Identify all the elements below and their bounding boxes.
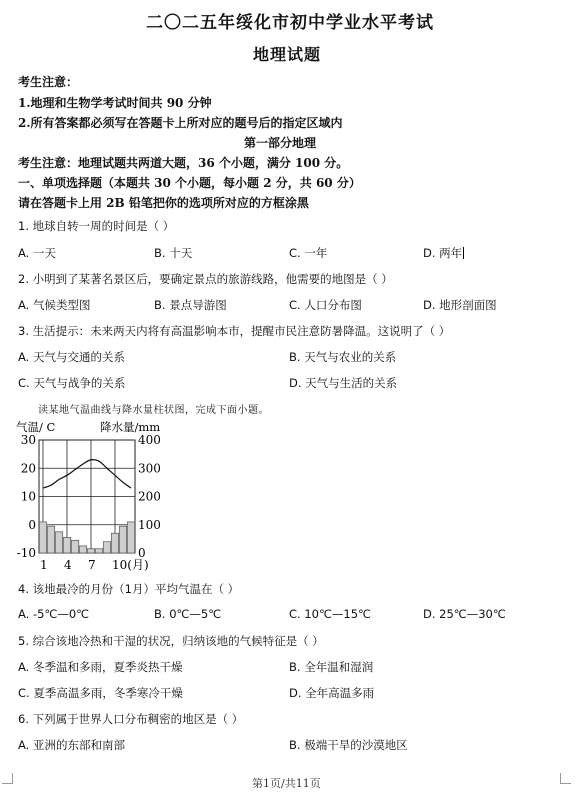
page-corner-mark xyxy=(2,773,13,784)
precipitation-bar xyxy=(39,522,46,553)
q2-option-b: B. 景点导游图 xyxy=(154,298,227,312)
q1-option-a: A. 一天 xyxy=(18,246,56,260)
x-tick-label: 1 xyxy=(40,558,48,572)
q4-option-b: B. 0℃—5℃ xyxy=(154,607,222,621)
exam-subtitle: 地理试题 xyxy=(253,45,322,64)
x-tick-label: 4 xyxy=(64,558,72,572)
q1-option-b: B. 十天 xyxy=(154,246,193,260)
q5-option-d: D. 全年高温多雨 xyxy=(289,686,375,700)
q2-option-a: A. 气候类型图 xyxy=(18,298,91,312)
left-tick-label: 0 xyxy=(28,517,36,532)
x-tick-label: 10(月) xyxy=(112,558,149,572)
right-tick-label: 400 xyxy=(138,433,161,447)
q2-option-c: C. 人口分布图 xyxy=(289,298,362,312)
q6-option-b: B. 极端干旱的沙漠地区 xyxy=(289,738,408,752)
q4-option-c: C. 10℃—15℃ xyxy=(289,607,371,621)
left-tick-label: 10 xyxy=(20,489,36,504)
section-heading: 一、单项选择题（本题共 30 个小题，每小题 2 分，共 60 分） xyxy=(18,176,361,190)
part-heading: 第一部分地理 xyxy=(244,136,317,150)
precipitation-bar xyxy=(111,533,118,553)
geo-note: 考生注意：地理试题共两道大题，36 个小题，满分 100 分。 xyxy=(18,156,349,170)
right-tick-label: 0 xyxy=(138,546,146,560)
question-4: 4. 该地最冷的月份（1月）平均气温在（ ） xyxy=(18,582,240,596)
q3-option-a: A. 天气与交通的关系 xyxy=(18,350,125,364)
q2-option-d: D. 地形剖面图 xyxy=(423,298,497,312)
notice-line-1: 1.地理和生物学考试时间共 90 分钟 xyxy=(18,96,212,110)
temperature-curve xyxy=(43,460,131,488)
q1-option-c: C. 一年 xyxy=(289,246,328,260)
answer-instruction: 请在答题卡上用 2B 铅笔把你的选项所对应的方框涂黑 xyxy=(18,196,309,210)
q4-option-a: A. -5℃—0℃ xyxy=(18,607,90,621)
left-tick-label: -10 xyxy=(16,546,36,560)
question-1: 1. 地球自转一周的时间是（ ） xyxy=(18,219,175,233)
page-corner-mark xyxy=(560,773,571,784)
q1-option-d: D. 两年 xyxy=(423,246,463,260)
left-axis-label: 气温/ C xyxy=(16,420,56,434)
precipitation-bar xyxy=(103,542,110,553)
q3-option-d: D. 天气与生活的关系 xyxy=(289,376,398,390)
q1-option-d-wrap xyxy=(423,245,464,261)
precipitation-bar xyxy=(71,540,78,553)
question-2: 2. 小明到了某著名景区后，要确定景点的旅游线路，他需要的地图是（ ） xyxy=(18,272,393,286)
q4-option-d: D. 25℃—30℃ xyxy=(423,607,506,621)
left-tick-label: 30 xyxy=(20,433,36,447)
q5-option-a: A. 冬季温和多雨，夏季炎热干燥 xyxy=(18,660,183,674)
precipitation-bar xyxy=(63,537,70,553)
notice-heading: 考生注意： xyxy=(18,75,79,89)
precipitation-bar xyxy=(47,526,54,553)
question-3: 3. 生活提示：未来两天内将有高温影响本市，提醒市民注意防暑降温。这说明了（ ） xyxy=(18,324,451,338)
q5-option-c: C. 夏季高温多雨，冬季寒冷干燥 xyxy=(18,686,183,700)
q3-option-c: C. 天气与战争的关系 xyxy=(18,376,126,390)
precipitation-bar xyxy=(55,532,62,553)
notice-line-2: 2.所有答案都必须写在答题卡上所对应的题号后的指定区域内 xyxy=(18,116,343,130)
text-cursor xyxy=(463,247,464,259)
q6-option-a: A. 亚洲的东部和南部 xyxy=(18,738,125,752)
right-tick-label: 100 xyxy=(138,517,161,532)
chart-intro: 读某地气温曲线与降水量柱状图，完成下面小题。 xyxy=(38,405,269,416)
question-5: 5. 综合该地冷热和干湿的状况，归纳该地的气候特征是（ ） xyxy=(18,634,324,648)
precipitation-bar xyxy=(127,522,134,553)
x-tick-label: 7 xyxy=(88,558,96,572)
precipitation-bar xyxy=(79,546,86,553)
right-tick-label: 300 xyxy=(138,461,161,476)
precipitation-bar xyxy=(95,549,102,553)
left-tick-label: 20 xyxy=(20,461,36,476)
precipitation-bar xyxy=(87,549,94,553)
climate-chart xyxy=(14,416,194,581)
q3-option-b: B. 天气与农业的关系 xyxy=(289,350,397,364)
q5-option-b: B. 全年温和湿润 xyxy=(289,660,374,674)
right-axis-label: 降水量/mm xyxy=(100,420,161,434)
precipitation-bars xyxy=(39,522,134,553)
precipitation-bar xyxy=(119,526,126,553)
temperature-line xyxy=(43,460,131,488)
right-tick-label: 200 xyxy=(138,489,161,504)
exam-title: 二〇二五年绥化市初中学业水平考试 xyxy=(146,13,434,33)
question-6: 6. 下列属于世界人口分布稠密的地区是（ ） xyxy=(18,712,244,726)
page-number: 第1页/共11页 xyxy=(252,777,321,790)
